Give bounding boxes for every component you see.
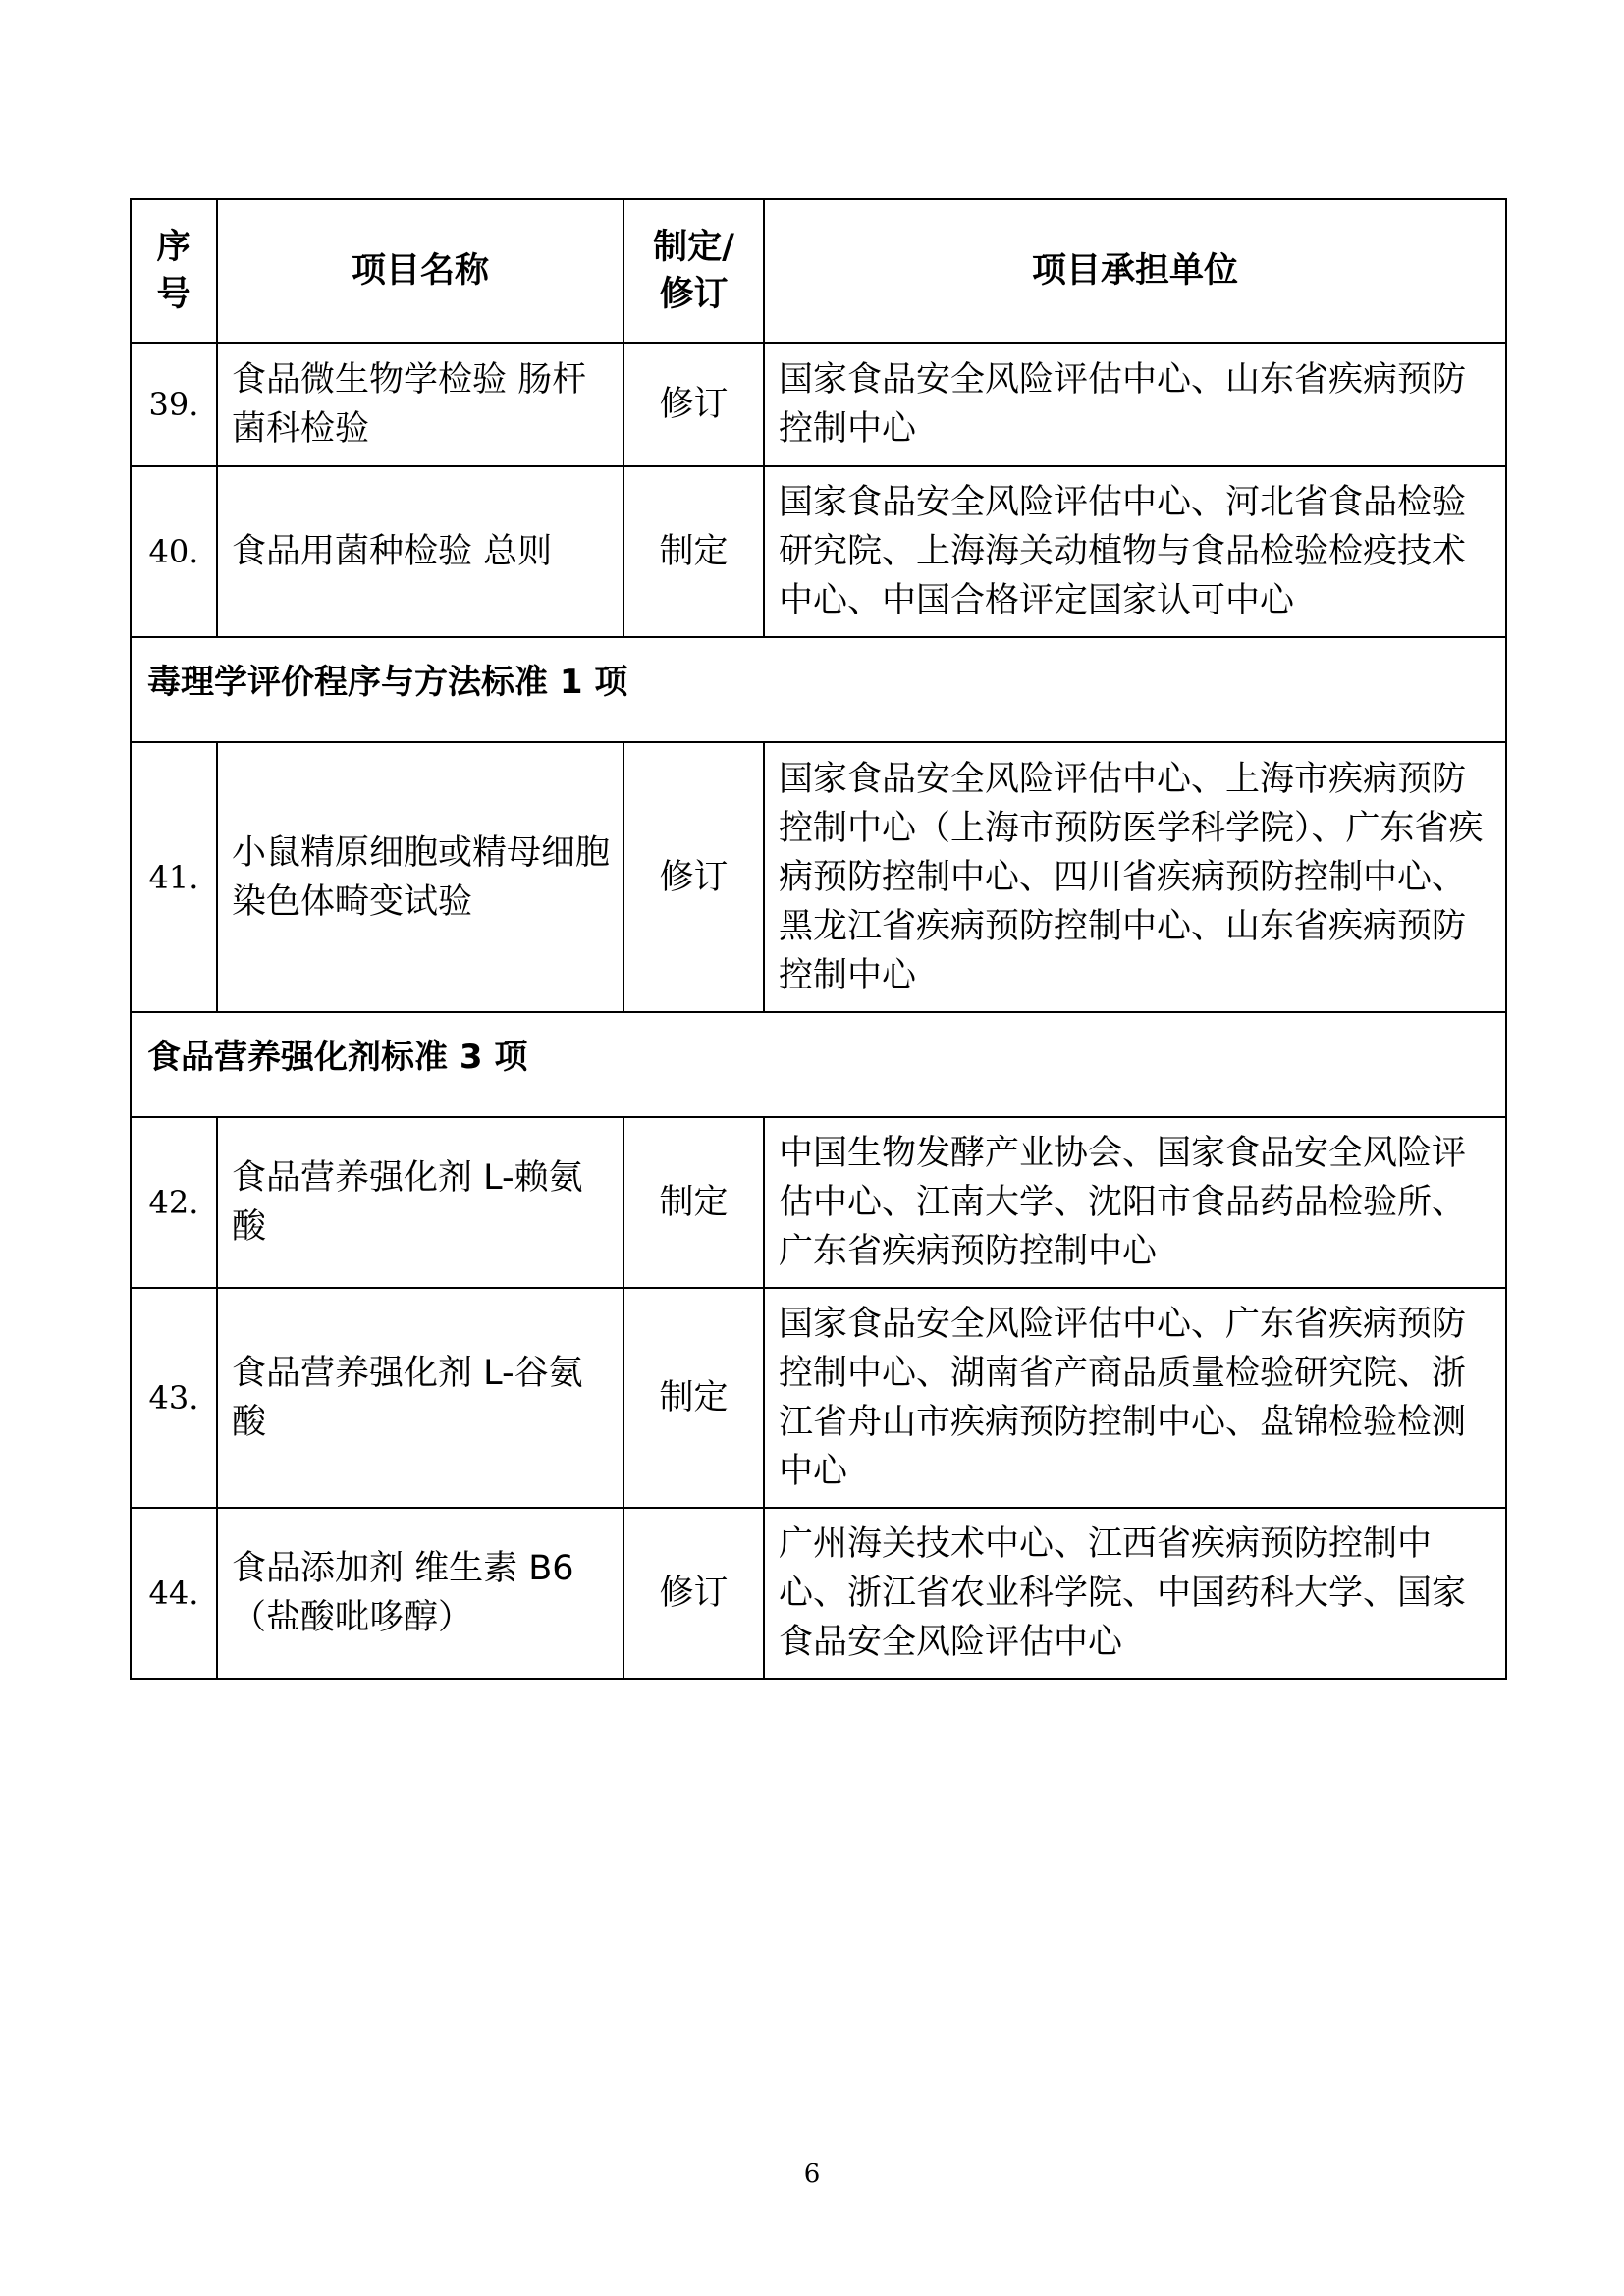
project-type: 制定 [623, 1117, 764, 1288]
responsible-unit: 国家食品安全风险评估中心、山东省疾病预防控制中心 [764, 343, 1506, 466]
section-row [131, 637, 1506, 742]
row-number: 42. [131, 1117, 217, 1288]
header-type: 制定/修订 [623, 199, 764, 343]
row-number: 41. [131, 742, 217, 1012]
section-title: 食品营养强化剂标准 3 项 [147, 1038, 528, 1077]
row-number: 40. [131, 466, 217, 637]
table-row [131, 1117, 1506, 1288]
section-row [131, 1012, 1506, 1117]
responsible-unit: 国家食品安全风险评估中心、河北省食品检验研究院、上海海关动植物与食品检验检疫技术中心、中国合格评定国家认可中心 [764, 466, 1506, 637]
section-title: 毒理学评价程序与方法标准 1 项 [147, 663, 628, 702]
project-name: 食品用菌种检验 总则 [217, 466, 623, 637]
row-number: 43. [131, 1288, 217, 1508]
section-heading-toxicology [131, 637, 1506, 742]
section-heading-nutrition-fortifiers [131, 1012, 1506, 1117]
responsible-unit: 国家食品安全风险评估中心、上海市疾病预防控制中心（上海市预防医学科学院）、广东省疾病预防控制中心、四川省疾病预防控制中心、黑龙江省疾病预防控制中心、山东省疾病预防控制中心 [764, 742, 1506, 1012]
project-type: 修订 [623, 742, 764, 1012]
table-row [131, 1288, 1506, 1508]
row-number: 44. [131, 1508, 217, 1679]
project-type: 制定 [623, 466, 764, 637]
table-row [131, 466, 1506, 637]
header-project-name: 项目名称 [217, 199, 623, 343]
project-name: 小鼠精原细胞或精母细胞染色体畸变试验 [217, 742, 623, 1012]
project-name: 食品微生物学检验 肠杆菌科检验 [217, 343, 623, 466]
page-number: 6 [803, 2160, 821, 2189]
table-row [131, 1508, 1506, 1679]
header-serial-no: 序号 [131, 199, 217, 343]
project-name: 食品营养强化剂 L-赖氨酸 [217, 1117, 623, 1288]
standards-table [130, 198, 1507, 1680]
table-row [131, 343, 1506, 466]
table-header-row [131, 199, 1506, 343]
project-type: 修订 [623, 1508, 764, 1679]
project-type: 制定 [623, 1288, 764, 1508]
responsible-unit: 国家食品安全风险评估中心、广东省疾病预防控制中心、湖南省产商品质量检验研究院、浙江省舟山市疾病预防控制中心、盘锦检验检测中心 [764, 1288, 1506, 1508]
project-type: 修订 [623, 343, 764, 466]
table-row [131, 742, 1506, 1012]
responsible-unit: 中国生物发酵产业协会、国家食品安全风险评估中心、江南大学、沈阳市食品药品检验所、广东省疾病预防控制中心 [764, 1117, 1506, 1288]
responsible-unit: 广州海关技术中心、江西省疾病预防控制中心、浙江省农业科学院、中国药科大学、国家食品安全风险评估中心 [764, 1508, 1506, 1679]
project-name: 食品营养强化剂 L-谷氨酸 [217, 1288, 623, 1508]
project-name: 食品添加剂 维生素 B6（盐酸吡哆醇） [217, 1508, 623, 1679]
header-responsible-unit: 项目承担单位 [764, 199, 1506, 343]
row-number: 39. [131, 343, 217, 466]
